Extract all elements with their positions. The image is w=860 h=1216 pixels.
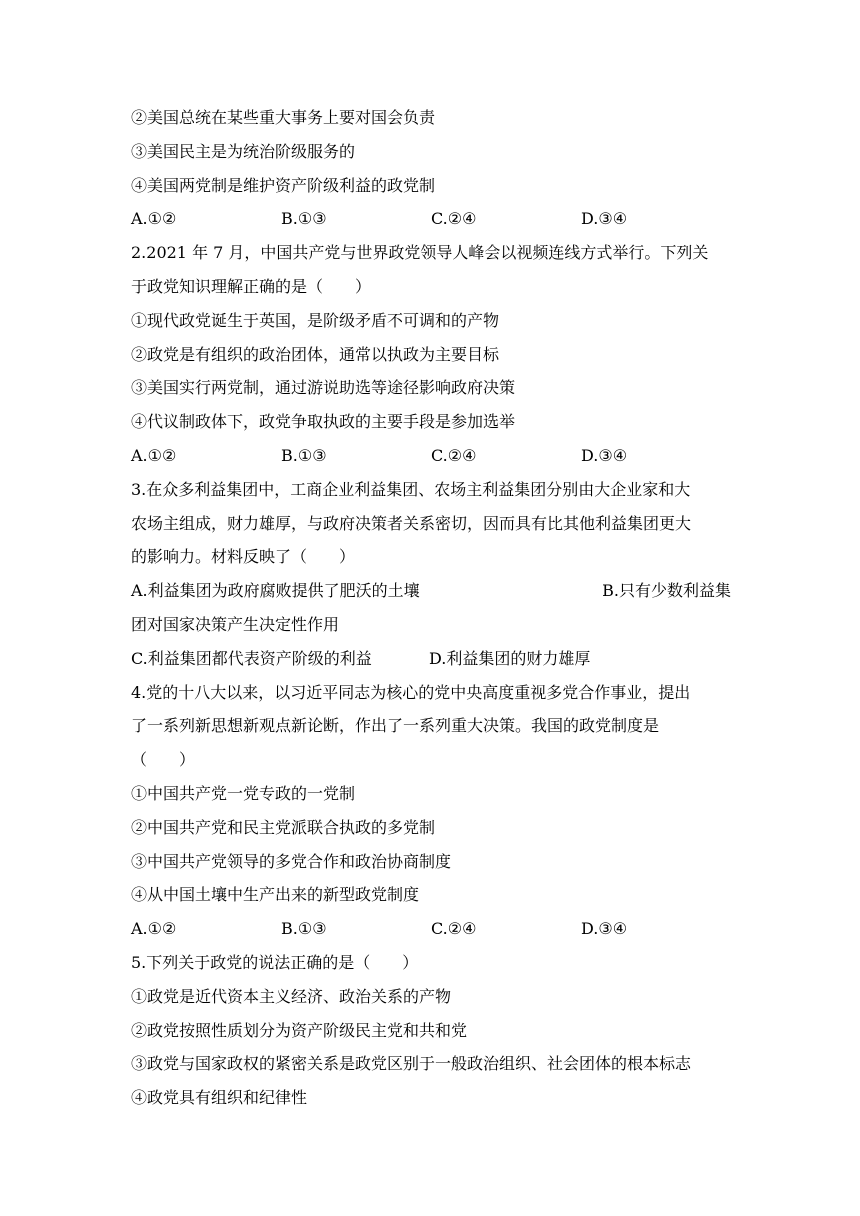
q4-options bbox=[131, 912, 731, 946]
q3-option-b-start: B.只有少数利益集 bbox=[602, 581, 731, 601]
q3-stem-line-2: 农场主组成，财力雄厚，与政府决策者关系密切，因而具有比其他利益集团更大 bbox=[131, 513, 692, 533]
q2-option-b: B.①③ bbox=[281, 445, 327, 465]
q5-statement-2: ②政党按照性质划分为资产阶级民主党和共和党 bbox=[131, 1020, 468, 1040]
q3-stem-line-1: 3.在众多利益集团中，工商企业利益集团、农场主利益集团分别由大企业家和大 bbox=[131, 479, 691, 499]
q4-stem-line-1: 4.党的十八大以来，以习近平同志为核心的党中央高度重视多党合作事业，提出 bbox=[131, 682, 691, 702]
q5-statement-4: ④政党具有组织和纪律性 bbox=[131, 1088, 308, 1108]
q4-statement-4: ④从中国土壤中生产出来的新型政党制度 bbox=[131, 885, 420, 905]
q1-statement-2: ②美国总统在某些重大事务上要对国会负责 bbox=[131, 108, 436, 127]
q1-option-c: C.②④ bbox=[431, 209, 477, 229]
q1-statement-3: ③美国民主是为统治阶级服务的 bbox=[131, 141, 356, 161]
q3-option-a: A.利益集团为政府腐败提供了肥沃的土壤 bbox=[131, 581, 420, 601]
q3-option-b-end: 团对国家决策产生决定性作用 bbox=[131, 614, 340, 634]
q2-option-d: D.③④ bbox=[581, 445, 628, 465]
q3-option-c: C.利益集团都代表资产阶级的利益 bbox=[131, 648, 372, 668]
q3-options-ab bbox=[131, 574, 731, 608]
q3-option-d: D.利益集团的财力雄厚 bbox=[429, 648, 591, 668]
q4-option-a: A.①② bbox=[131, 919, 177, 939]
q2-option-a: A.①② bbox=[131, 445, 177, 465]
q5-statement-3: ③政党与国家政权的紧密关系是政党区别于一般政治组织、社会团体的根本标志 bbox=[131, 1054, 692, 1074]
q4-option-b: B.①③ bbox=[281, 919, 327, 939]
q2-statement-4: ④代议制政体下，政党争取执政的主要手段是参加选举 bbox=[131, 412, 516, 432]
q1-option-b: B.①③ bbox=[281, 209, 327, 229]
q1-options bbox=[131, 202, 731, 236]
q4-stem-line-2: 了一系列新思想新观点新论断，作出了一系列重大决策。我国的政党制度是 bbox=[131, 716, 660, 736]
q4-statement-1: ①中国共产党一党专政的一党制 bbox=[131, 783, 356, 803]
q4-statement-2: ②中国共产党和民主党派联合执政的多党制 bbox=[131, 817, 436, 837]
q2-statement-1: ①现代政党诞生于英国，是阶级矛盾不可调和的产物 bbox=[131, 310, 500, 330]
q2-options bbox=[131, 439, 731, 473]
q2-option-c: C.②④ bbox=[431, 445, 477, 465]
q2-statement-2: ②政党是有组织的政治团体，通常以执政为主要目标 bbox=[131, 344, 500, 364]
q5-statement-1: ①政党是近代资本主义经济、政治关系的产物 bbox=[131, 986, 452, 1006]
question-content bbox=[131, 101, 731, 1115]
q2-stem-line-2: 于政党知识理解正确的是（ ） bbox=[131, 276, 372, 296]
q5-stem: 5.下列关于政党的说法正确的是（ ） bbox=[131, 952, 419, 972]
q1-option-a: A.①② bbox=[131, 209, 177, 229]
q4-stem-line-3: （ ） bbox=[131, 750, 196, 770]
q4-option-c: C.②④ bbox=[431, 919, 477, 939]
q3-options-cd bbox=[131, 642, 731, 676]
q2-statement-3: ③美国实行两党制，通过游说助选等途径影响政府决策 bbox=[131, 378, 516, 398]
q1-option-d: D.③④ bbox=[581, 209, 628, 229]
q1-statement-4: ④美国两党制是维护资产阶级利益的政党制 bbox=[131, 175, 436, 195]
q4-option-d: D.③④ bbox=[581, 919, 628, 939]
q3-stem-line-3: 的影响力。材料反映了（ ） bbox=[131, 547, 356, 567]
q2-stem-line-1: 2.2021 年 7 月，中国共产党与世界政党领导人峰会以视频连线方式举行。下列关 bbox=[131, 243, 709, 263]
q4-statement-3: ③中国共产党领导的多党合作和政治协商制度 bbox=[131, 851, 452, 871]
